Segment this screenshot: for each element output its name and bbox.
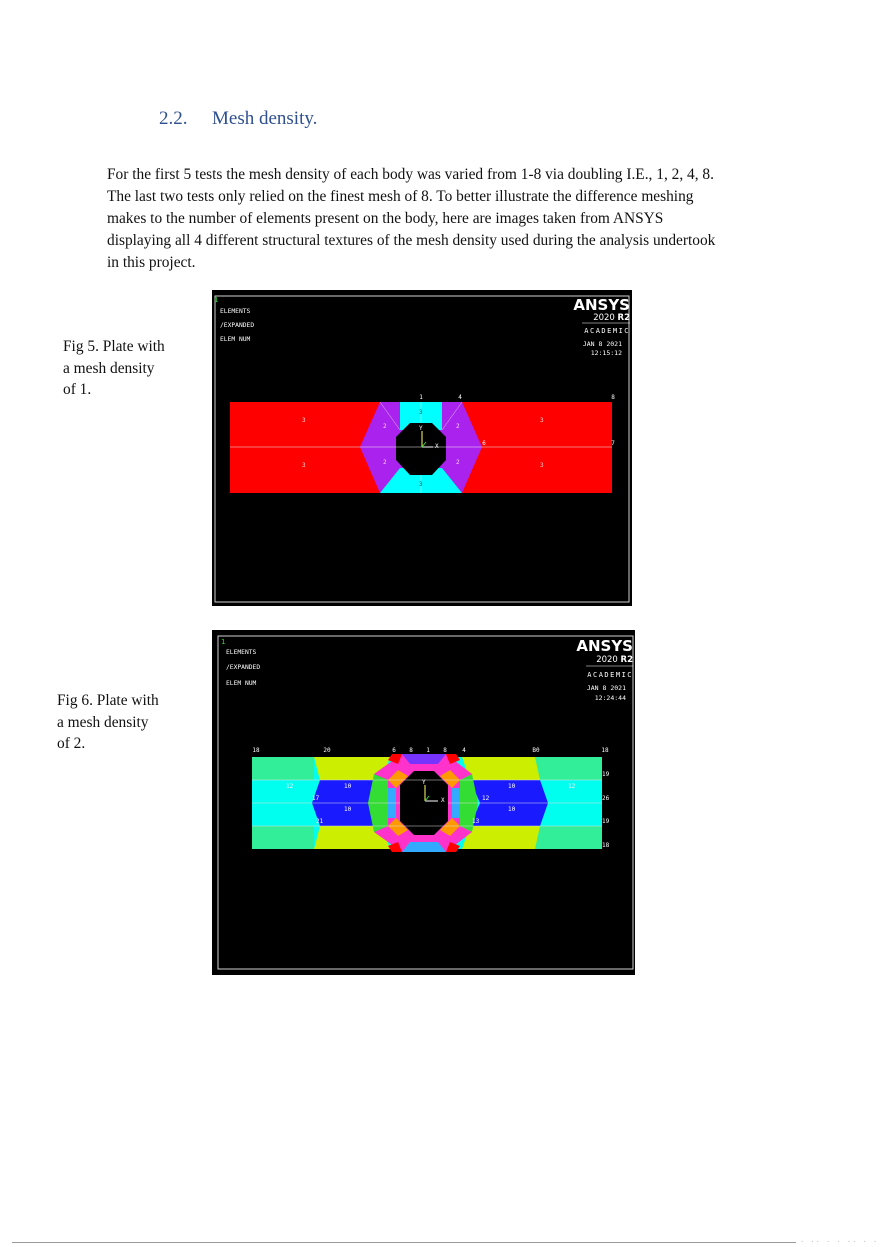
mesh-element (535, 757, 602, 780)
mesh-element (252, 757, 314, 780)
intro-paragraph (107, 164, 767, 274)
elem-label: 13 (472, 818, 480, 825)
window-number: 1 (214, 296, 219, 304)
y-axis-label: Y (422, 779, 426, 786)
info-line: /EXPANDED (220, 322, 255, 329)
info-line: ELEMENTS (220, 308, 251, 315)
y-axis-label: Y (419, 425, 423, 432)
caption-line: a mesh density (63, 359, 155, 377)
elem-label: 12 (568, 783, 576, 790)
elem-label: 3 (302, 417, 306, 424)
paragraph-line: displaying all 4 different structural textures of the mesh density used during the analysis undertook (107, 232, 716, 249)
node-label: 19 (602, 818, 610, 825)
node-label: B0 (532, 747, 540, 754)
info-line: /EXPANDED (226, 664, 261, 671)
elem-label: 3 (302, 462, 306, 469)
x-axis-label: X (441, 797, 445, 804)
elem-label: 10 (508, 806, 516, 813)
elem-label: 10 (344, 806, 352, 813)
x-axis-label: X (435, 443, 439, 450)
fig5-ansys-screenshot (212, 290, 632, 606)
mesh-element-right (462, 402, 612, 493)
node-label: 19 (602, 771, 610, 778)
node-label: 17 (312, 795, 320, 802)
mesh-element (535, 826, 602, 849)
mesh-plate (252, 754, 602, 852)
info-line: ELEM NUM (220, 336, 251, 343)
node-label: 21 (316, 818, 324, 825)
elem-label: 2 (383, 423, 387, 430)
section-title: Mesh density. (212, 108, 318, 129)
elem-label: 10 (344, 783, 352, 790)
caption-line: of 2. (57, 735, 86, 752)
node-label: 18 (602, 842, 610, 849)
fig5-caption (63, 336, 165, 401)
timestamp-time: 12:24:44 (594, 694, 626, 702)
ansys-version: 2020 R2 (593, 313, 630, 323)
node-label: 4 (462, 747, 466, 754)
node-label: 7 (611, 440, 615, 447)
info-line: ELEM NUM (226, 680, 257, 687)
section-number: 2.2. (159, 108, 188, 129)
timestamp-date: JAN 8 2021 (582, 340, 622, 348)
caption-line: Fig 6. Plate with (57, 692, 159, 709)
elem-label: 10 (508, 783, 516, 790)
node-label: 18 (601, 747, 609, 754)
ansys-logo: ANSYS (573, 296, 630, 314)
mesh-element (462, 826, 540, 849)
footer-mark: · ·· · · ·· · · (800, 1238, 879, 1246)
paragraph-line: in this project. (107, 254, 196, 271)
paragraph-line: For the first 5 tests the mesh density of each body was varied from 1-8 via doubling I.E., 1, 2, 4, 8. (107, 166, 714, 183)
caption-line: a mesh density (57, 713, 149, 731)
node-label: 20 (323, 747, 331, 754)
elem-label: 3 (419, 409, 423, 416)
ansys-edition: ACADEMIC (587, 671, 633, 679)
elem-label: 2 (383, 459, 387, 466)
fig6-ansys-screenshot (212, 630, 635, 975)
node-label: 8 (611, 394, 615, 401)
window-number: 1 (221, 638, 226, 646)
mesh-element (252, 826, 314, 849)
mesh-element-left (230, 402, 380, 493)
caption-line: of 1. (63, 381, 92, 398)
node-label: 18 (252, 747, 260, 754)
elem-label: 3 (540, 417, 544, 424)
elem-label: 2 (456, 423, 460, 430)
fig6-caption (57, 690, 159, 755)
caption-line: Fig 5. Plate with (63, 338, 165, 355)
paragraph-line: The last two tests only relied on the finest mesh of 8. To better illustrate the difference meshing (107, 188, 694, 205)
paragraph-line: makes to the number of elements present on the body, here are images taken from ANSYS (107, 210, 664, 227)
section-heading (159, 108, 317, 130)
node-label: 6 (482, 440, 486, 447)
node-label: 8 (409, 747, 413, 754)
ansys-logo: ANSYS (576, 637, 633, 655)
node-label: 1 (426, 747, 430, 754)
elem-label: 3 (419, 481, 423, 488)
node-label: 4 (458, 394, 462, 401)
elem-label: 12 (286, 783, 294, 790)
ansys-edition: ACADEMIC (584, 327, 630, 335)
footer-rule (12, 1242, 796, 1243)
node-label: 26 (602, 795, 610, 802)
ansys-version: 2020 R2 (596, 655, 633, 665)
node-label: 1 (419, 394, 423, 401)
info-line: ELEMENTS (226, 649, 257, 656)
node-label: 8 (443, 747, 447, 754)
node-label: 6 (392, 747, 396, 754)
elem-label: 3 (540, 462, 544, 469)
elem-label: 12 (482, 795, 490, 802)
mesh-element (462, 757, 540, 780)
timestamp-time: 12:15:12 (590, 349, 622, 357)
timestamp-date: JAN 8 2021 (586, 684, 626, 692)
elem-label: 2 (456, 459, 460, 466)
